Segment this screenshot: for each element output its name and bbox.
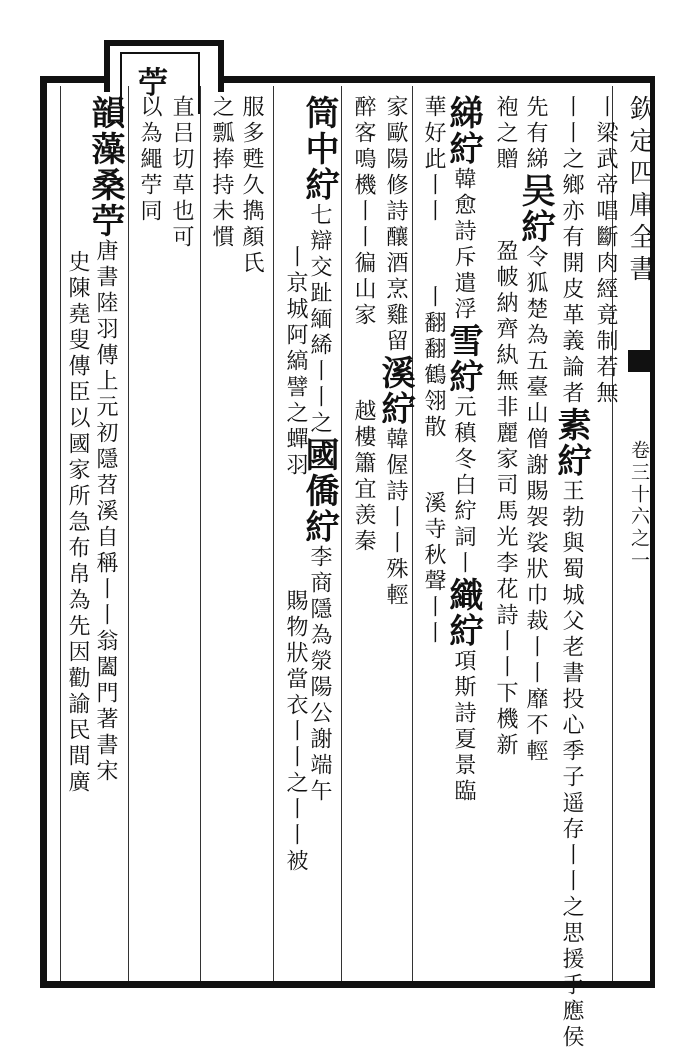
entry-heading: 吴 xyxy=(515,173,555,209)
column-rule xyxy=(412,86,413,981)
entry-heading: 苧 xyxy=(85,203,125,239)
text-column: 醉客鳴機丨丨徧山家越樓簫宜羡秦 xyxy=(351,95,376,555)
text-column: 先有綈吴紵令狐楚為五臺山僧謝賜袈裟狀巾裁丨丨靡不輕 xyxy=(515,95,555,765)
entry-heading: 紵 xyxy=(443,131,483,167)
entry-heading: 素 xyxy=(551,407,591,443)
margin-book-title: 欽定四庫全書 xyxy=(625,95,655,287)
tab-heading-character: 苧 xyxy=(138,66,168,101)
entry-heading: 藻 xyxy=(85,131,125,167)
column-rule xyxy=(273,86,274,981)
entry-heading: 紵 xyxy=(299,509,339,545)
text-column: 華好此丨丨丨翻翻鶴翎散溪寺秋聲丨丨 xyxy=(421,95,446,647)
fishtail-mark xyxy=(628,350,652,372)
entry-heading: 紵 xyxy=(515,209,555,245)
entry-heading: 國 xyxy=(299,437,339,473)
entry-heading: 筒 xyxy=(299,95,339,131)
text-column: 筒中紵七辯交趾緬絺丨丨之國僑紵李商隱為滎陽公謝端午 xyxy=(299,95,339,805)
entry-heading: 桑 xyxy=(85,167,125,203)
entry-heading: 織 xyxy=(443,577,483,613)
text-column: 服多甦久擕顏氏 xyxy=(239,95,264,277)
entry-heading: 紵 xyxy=(299,167,339,203)
text-column: 丨梁武帝唱斷肉經竟制若無 xyxy=(593,95,618,407)
margin-volume-number: 卷三十六之一 xyxy=(628,440,650,572)
entry-heading: 紵 xyxy=(443,359,483,395)
text-column: 直吕切草也可 xyxy=(169,95,194,251)
text-column: 丨京城阿縞譬之蟬羽賜物狀當衣丨丨之丨丨被 xyxy=(283,245,308,875)
entry-heading: 中 xyxy=(299,131,339,167)
text-column: 家歐陽修詩釀酒烹雞留溪紵韓偓詩丨丨殊輕 xyxy=(375,95,415,609)
text-column: 丨丨之鄉亦有開皮革義論者素紵王勃與蜀城父老書投心季子遥存丨丨之思援手應侯 xyxy=(551,95,591,1051)
column-rule xyxy=(60,86,61,981)
text-column: 綈紵韓愈詩斥遣浮雪紵元稹冬白紵詞丨織紵項斯詩夏景臨 xyxy=(443,95,483,805)
entry-heading: 雪 xyxy=(443,323,483,359)
entry-heading: 韻 xyxy=(85,95,125,131)
entry-heading: 溪 xyxy=(375,355,415,391)
entry-heading: 紵 xyxy=(375,391,415,427)
entry-heading: 綈 xyxy=(443,95,483,131)
entry-heading: 紵 xyxy=(551,443,591,479)
column-rule xyxy=(128,86,129,981)
frame-left-border xyxy=(40,76,47,988)
entry-heading: 紵 xyxy=(443,613,483,649)
column-rule xyxy=(341,86,342,981)
text-column: 之瓢捧持未慣 xyxy=(209,95,234,251)
text-column: 袍之贈盈帔納齊紈無非麗家司馬光李花詩丨丨下機新 xyxy=(493,95,518,759)
column-rule xyxy=(200,86,201,981)
entry-heading: 僑 xyxy=(299,473,339,509)
text-column: 史陳堯叟傳臣以國家所急布帛為先因勸諭民間廣 xyxy=(65,250,90,796)
text-column: 韻藻桑苧唐書陸羽傳上元初隱苕溪自稱丨丨翁闔門著書宋 xyxy=(85,95,125,785)
text-column: 以為繩苧同 xyxy=(137,95,162,225)
